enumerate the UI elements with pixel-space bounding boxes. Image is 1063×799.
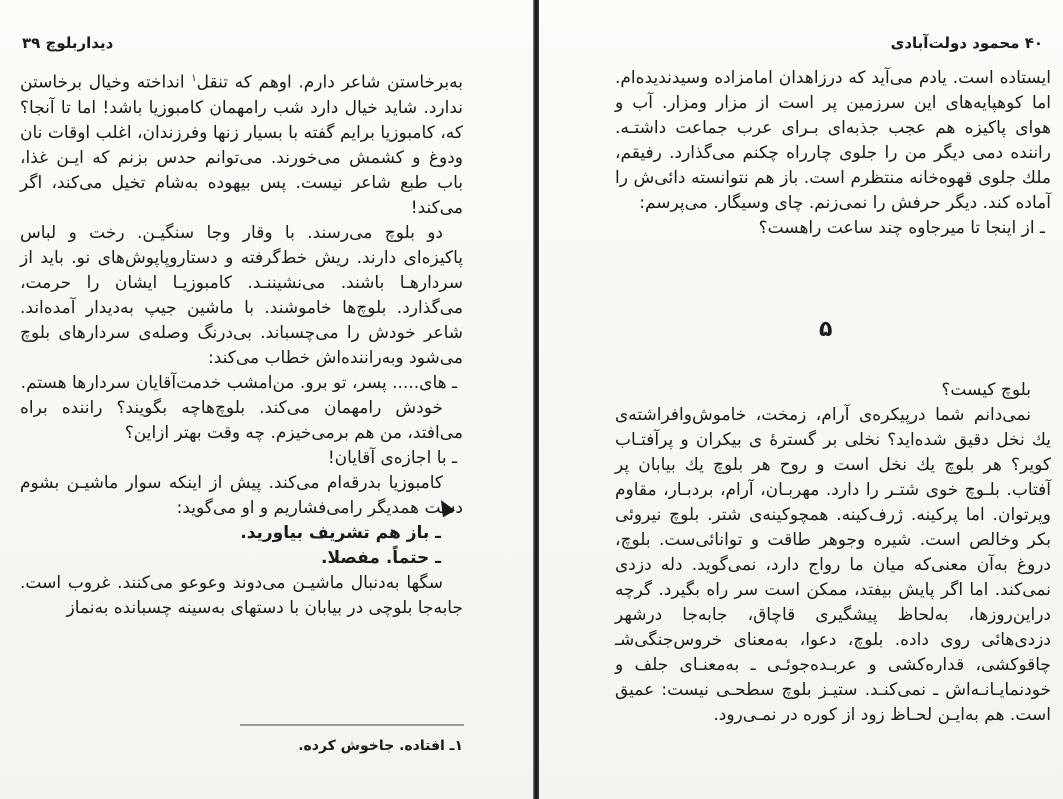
running-head-right: ۴۰ محمود دولت‌آبادی bbox=[890, 34, 1043, 52]
dialogue-line: ـ باز هم تشریف بیاورید. bbox=[240, 522, 441, 543]
right-body-chapter bbox=[615, 378, 1051, 728]
paragraph: به‌برخاستن شاعر دارم. اوهم که تنقل$^۱$ انداخته وخیال برخاستن ندارد. شاید خیال دارد شب رامهمان کامبوزیا باشد! اما تا آنجا؟ که، کامبوزیا برایم گفته با بسیار زنها وفرزندان، اغلب اوقات نان ودوغ و کشمش می‌خورند. می‌توانم حدس بزنم که ایـن غذا، باب طبع شاعر نیست. پس بیهوده به‌شام تخیل می‌کند، اگر می‌کند! bbox=[20, 72, 463, 218]
paragraph: دو بلوچ می‌رسند. با وقار وجا سنگیـن. رخت و لباس پاکیزه‌ای دارند. ریش خط‌گرفته و دستاروپاپوش‌های نو. باید از سردارهـا باشند. می‌نشیننـد. کامبوزیـا ایشان را حرمت، می‌گذارد. بلوچ‌ها خاموشند. با ماشین جیپ به‌دیدار آمده‌اند. شاعر خودش را می‌چسباند. بی‌درنگ وصله‌ی سردارهای بلوچ می‌شود وبه‌راننده‌اش خطاب می‌کند: bbox=[20, 222, 463, 368]
dialogue-line: ـ های..... پسر، تو برو. من‌امشب خدمت‌آقایان سردارها هستم. bbox=[20, 372, 457, 393]
paragraph: بلوچ کیست؟ bbox=[941, 380, 1031, 400]
paragraph: خودش رامهمان می‌کند. بلوچ‌هاچه بگویند؟ راننده براه می‌افتد، من هم برمی‌خیزم. چه وقت بهتر ازاین؟ bbox=[20, 397, 463, 443]
paragraph: سگها به‌دنبال ماشیـن می‌دوند وعوعو می‌کنند. غروب است. جابه‌جا بلوچی در بیابان با دستهای به‌سینه چسبانده به‌نماز bbox=[20, 572, 463, 618]
footnote-rule bbox=[240, 724, 464, 726]
right-body-top bbox=[615, 66, 1051, 241]
paragraph: کامبوزیا بدرقه‌ام می‌کند. پیش از اینکه سوار ماشیـن بشوم دست همدیگر رامی‌فشاریم و او می‌گوید: bbox=[20, 472, 463, 518]
running-head-left: دیداربلوچ ۳۹ bbox=[22, 34, 114, 52]
dialogue-line: ـ از اینجا تا میرجاوه چند ساعت راهست؟ bbox=[758, 218, 1045, 238]
dialogue-line: ـ با اجازه‌ی آقایان! bbox=[327, 447, 457, 468]
paragraph: ایستاده است. یادم می‌آید که درزاهدان امامزاده وسیدندیده‌ام. اما کوهپایه‌های این سرزمین پر است از مزار ومزار. آب و هوای پاکیزه هم عجب جذبه‌ای بـرای عرب جماعت داشتـه. راننده دمی دیگر من را جلوی چارراه چکنم می‌گذارد. رفیقم، ملك جلوی قهوه‌خانه منتظرم است. باز هم نتوانسته دائی‌ش را آماده کند. دیگر حرفش را نمی‌زنم. چای وسیگار. می‌پرسم: bbox=[615, 68, 1051, 213]
dialogue-line: ـ حتماً. مفصلا. bbox=[321, 547, 441, 568]
chapter-number: ۵ bbox=[819, 317, 833, 342]
footnote-marker: ۱ bbox=[191, 73, 197, 84]
right-page bbox=[539, 0, 1063, 799]
paragraph: نمی‌دانم شما درپیکره‌ی آرام، زمخت، خاموش‌وافراشته‌ی یك نخل دقیق شده‌اید؟ نخلی بر گسترهٔ ی بیکران و پرآفتـاب کویر؟ هر بلوچ یك نخل است و روح هر بلوچ یك بیابان پر آفتاب. بلـوچ خوی شتـر را دارد. مهربـان، آرام، بردبـار، مقاوم وپرتوان. اما پرکینه. ژرف‌کینه. همچوکینه‌ی شتر. بلوچ نیروئی بکر وخالص است. شیره وجوهر طاقت و توانائی‌ست. بلوچ، دروغ به‌آن معنی‌که میان ما رواج دارد، نمی‌گوید. دله دزدی نمی‌کند. اما اگر پایش بیفتد، ممکن است سر راه بگیرد. گرچه دراین‌روزها، به‌لحاظ پیشگیری قاچاق، جابه‌جا درشهر دزدی‌هائی روی داده. بلوچ، دعوا، به‌معنای خروس‌جنگی‌شـ چاقوکشی، قداره‌کشی و عربـده‌جوئـی ـ به‌معنـای جلف و خودنمایـانـه‌اش ـ نمی‌کنـد. ستیـز بلوچ سطحـی نیست: عمیق است. هم به‌ایـن لحـاظ زود از کوره در نمـی‌رود. bbox=[615, 405, 1051, 725]
footnote: ۱ـ افتاده. جاخوش کرده. bbox=[298, 738, 463, 754]
left-body bbox=[20, 66, 463, 621]
